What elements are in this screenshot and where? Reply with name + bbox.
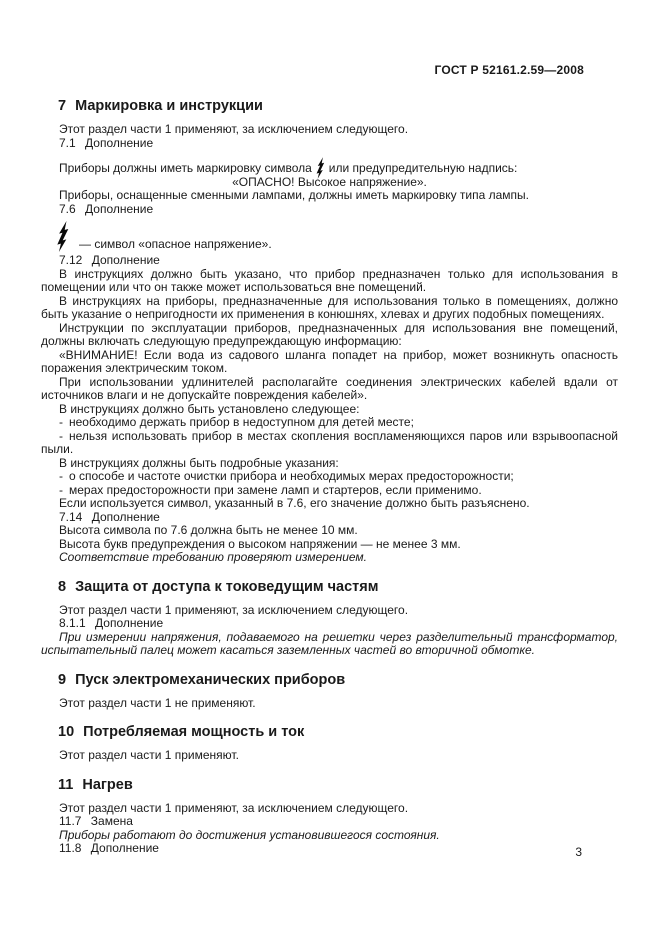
paragraph: Приборы, оснащенные сменными лампами, должны иметь маркировку типа лампы. <box>59 188 530 202</box>
paragraph: В инструкциях должно быть указано, что прибор предназначен только для использования в помещении или что он также может использоваться вне помещений. <box>41 266 618 294</box>
section-number: 8 <box>58 578 67 595</box>
paragraph: Этот раздел части 1 не применяют. <box>59 695 256 710</box>
section-heading <box>41 97 618 115</box>
section-number: 11 <box>58 776 74 793</box>
italic-paragraph: Соответствие требованию проверяют измерением. <box>59 550 367 564</box>
dangerous-voltage-icon <box>56 221 70 252</box>
paragraph: - о способе и частоте очистки прибора и необходимых мерах предосторожности; <box>59 469 514 483</box>
section-heading <box>41 723 618 741</box>
symbol-definition <box>41 219 618 252</box>
paragraph: - нельзя использовать прибор в местах скопления воспламеняющихся паров или взрывоопасной пыли. <box>41 428 618 456</box>
section-title: Нагрев <box>82 776 133 793</box>
italic-paragraph: Приборы работают до достижения установившегося состояния. <box>59 827 440 842</box>
paragraph: Этот раздел части 1 применяют, за исключением следующего. <box>59 800 409 815</box>
paragraph: 7.12 Дополнение <box>59 253 160 267</box>
symbol-caption: — символ «опасное напряжение». <box>79 236 272 251</box>
paragraph <box>41 162 618 176</box>
paragraph: Высота букв предупреждения о высоком напряжении — не менее 3 мм. <box>59 536 461 551</box>
section-heading <box>41 776 618 794</box>
paragraph-text: Приборы должны иметь маркировку символа <box>59 161 312 175</box>
page-header: ГОСТ Р 52161.2.59—2008 <box>434 63 584 77</box>
paragraph: Инструкции по эксплуатации приборов, предназначенных для использования вне помещений, должны включать следующую предупреждающую информацию: <box>41 320 618 348</box>
paragraph: 11.7 Замена <box>59 814 133 828</box>
paragraph: 7.1 Дополнение <box>59 135 154 150</box>
page-number: 3 <box>575 845 582 859</box>
section-title: Маркировка и инструкции <box>75 98 263 114</box>
section-number: 10 <box>58 724 75 740</box>
section-title: Пуск электромеханических приборов <box>75 671 346 688</box>
paragraph: 7.6 Дополнение <box>59 201 154 216</box>
paragraph: Высота символа по 7.6 должна быть не менее 10 мм. <box>59 523 358 537</box>
section-heading <box>41 671 618 689</box>
paragraph: В инструкциях должно быть установлено следующее: <box>59 401 360 416</box>
paragraph: Этот раздел части 1 применяют, за исключением следующего. <box>59 122 409 136</box>
paragraph: «ВНИМАНИЕ! Если вода из садового шланга попадет на прибор, может возникнуть опасность поражения электрическим током. <box>41 347 618 375</box>
paragraph: Этот раздел части 1 применяют. <box>59 748 239 762</box>
paragraph: В инструкциях должны быть подробные указания: <box>59 455 339 470</box>
section-title: Потребляемая мощность и ток <box>83 724 305 740</box>
paragraph: 7.14 Дополнение <box>59 509 160 524</box>
section-heading <box>41 578 618 596</box>
italic-paragraph: При измерении напряжения, подаваемого на решетки через разделительный трансформатор, испытательный палец может касаться заземленных частей во вторичной обмотке. <box>41 629 618 657</box>
paragraph: - необходимо держать прибор в недоступном для детей месте; <box>59 415 414 429</box>
warning-text: «ОПАСНО! Высокое напряжение». <box>232 174 427 189</box>
paragraph: - мерах предосторожности при замене ламп и стартеров, если применимо. <box>59 482 482 497</box>
section-number: 7 <box>58 98 67 114</box>
paragraph: При использовании удлинителей располагайте соединения электрических кабелей вдали от источников влаги и не допускайте повреждения кабелей». <box>41 374 618 402</box>
paragraph: В инструкциях на приборы, предназначенные для использования только в помещениях, должно быть указание о непригодности их применения в конюшнях, хлевах и других подобных помещениях. <box>41 293 618 321</box>
page-body <box>41 84 618 856</box>
paragraph: Этот раздел части 1 применяют, за исключением следующего. <box>59 602 409 617</box>
paragraph: 11.8 Дополнение <box>59 841 159 855</box>
paragraph-text: или предупредительную надпись: <box>328 161 518 175</box>
paragraph: Если используется символ, указанный в 7.6, его значение должно быть разъяснено. <box>59 496 530 510</box>
section-title: Защита от доступа к токоведущим частям <box>75 578 379 595</box>
paragraph: 8.1.1 Дополнение <box>59 616 164 630</box>
section-number: 9 <box>58 671 67 688</box>
